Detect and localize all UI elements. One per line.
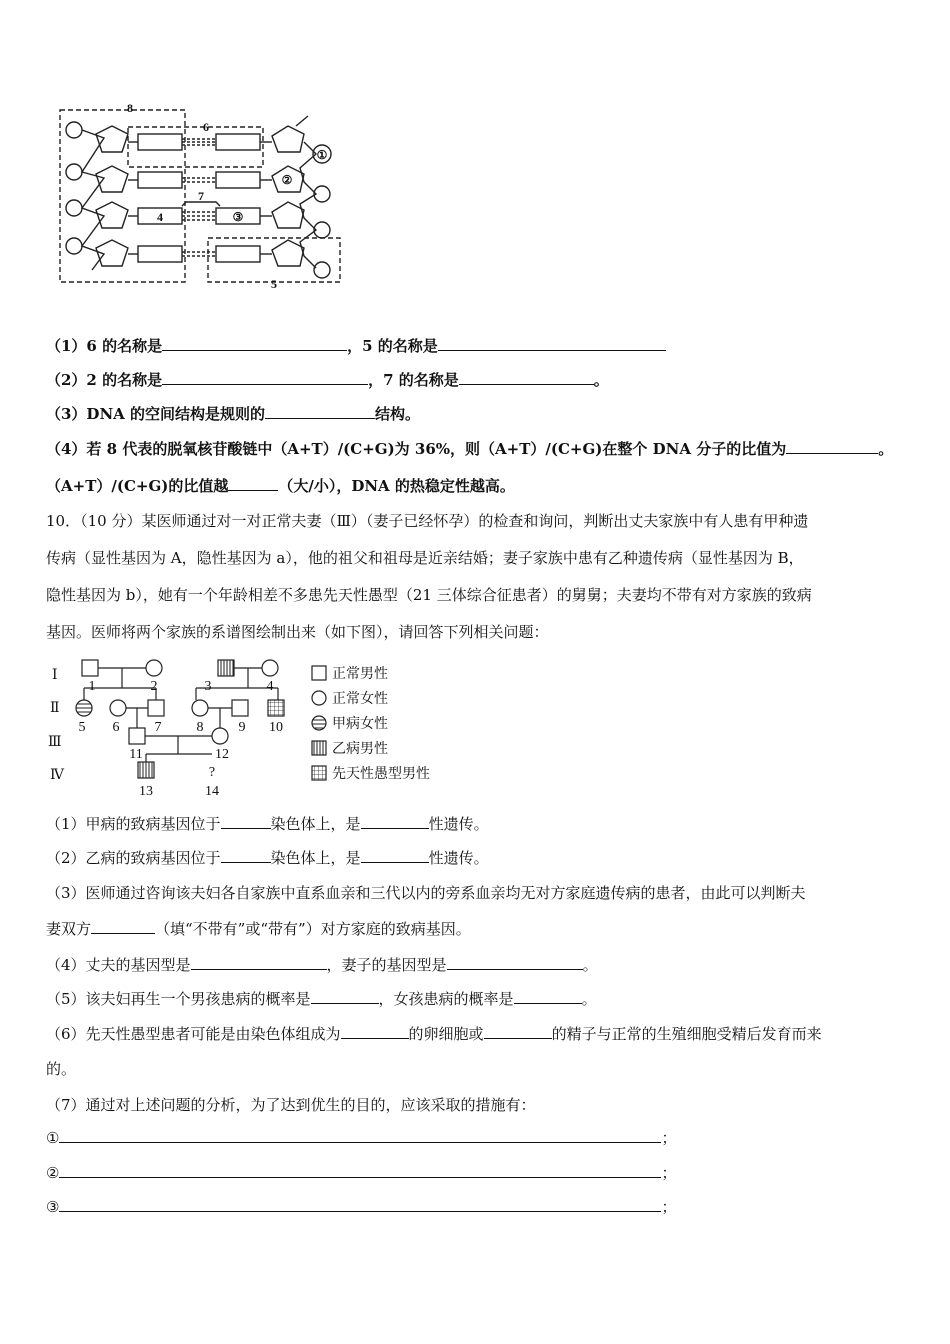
q9-line-1 — [46, 336, 666, 356]
q10-part-2b: 染色体上，是 — [270, 849, 361, 867]
q10-part-3-line-1: （3）医师通过咨询该夫妇各自家族中直系血亲和三代以内的旁系血亲均无对方家庭遗传病的患者，由此可以判断夫 — [46, 884, 806, 902]
generation-I: Ⅰ — [52, 668, 58, 683]
measure-1 — [46, 1128, 676, 1148]
dna-structure-figure — [56, 98, 346, 290]
dna-label-3: ③ — [232, 210, 244, 224]
dna-label-4: 4 — [157, 210, 163, 224]
measure-2-marker: ② — [46, 1164, 60, 1182]
q9-part-4: （4）若 8 代表的脱氧核苷酸链中（A+T）/(C+G)为 36%，则（A+T）/(C+G)在整个 DNA 分子的比值为 — [46, 440, 787, 458]
dna-label-6: 6 — [203, 120, 209, 134]
q10-part-2 — [46, 848, 489, 868]
q10-part-3b: 妻双方 — [46, 920, 92, 938]
q10-part-5c: 。 — [581, 990, 597, 1008]
answer-blank[interactable] — [162, 336, 347, 351]
legend-normal-male: 正常男性 — [332, 667, 388, 682]
individual-number-10: 10 — [269, 720, 283, 735]
individual-3 — [218, 660, 234, 676]
answer-blank[interactable] — [514, 989, 582, 1004]
q9-part-2: （2）2 的名称是 — [46, 371, 163, 389]
legend-normal-female-icon — [312, 691, 326, 705]
q10-part-6b: 的卵细胞或 — [408, 1025, 484, 1043]
individual-number-3: 3 — [204, 679, 212, 694]
q10-part-3c: （填“不带有”或“带有”）对方家庭的致病基因。 — [155, 920, 471, 938]
individual-1 — [82, 660, 98, 676]
dna-label-1: ① — [316, 148, 328, 162]
q9-part-4b: 。 — [878, 440, 894, 458]
measure-2-semicolon: ； — [661, 1164, 677, 1182]
answer-blank[interactable] — [341, 1024, 409, 1039]
answer-blank[interactable] — [221, 814, 271, 829]
answer-blank[interactable] — [438, 336, 666, 351]
dna-label-8: 8 — [127, 101, 133, 115]
individual-8 — [192, 700, 208, 716]
individual-2 — [146, 660, 162, 676]
individual-14-unknown: ? — [208, 765, 216, 780]
dna-label-5: 5 — [271, 277, 277, 290]
individual-9 — [232, 700, 248, 716]
measure-2 — [46, 1163, 676, 1183]
q9-part-1: （1）6 的名称是 — [46, 337, 163, 355]
q9-part-2b: ，7 的名称是 — [368, 371, 459, 389]
q9-part-1b: ，5 的名称是 — [347, 337, 438, 355]
individual-13 — [138, 762, 154, 778]
q10-part-7: （7）通过对上述问题的分析，为了达到优生的目的，应该采取的措施有： — [46, 1096, 536, 1114]
measure-3-marker: ③ — [46, 1198, 60, 1216]
frame-6 — [128, 127, 263, 167]
q9-part-3b: 结构。 — [375, 405, 421, 423]
answer-blank[interactable] — [59, 1163, 661, 1178]
legend-disease-b-male: 乙病男性 — [332, 742, 388, 757]
individual-number-7: 7 — [154, 720, 162, 735]
generation-IV: Ⅳ — [50, 768, 64, 783]
measure-1-marker: ① — [46, 1129, 60, 1147]
q10-intro-3: 隐性基因为 b），她有一个年龄相差不多患先天性愚型（21 三体综合征患者）的舅舅；夫妻均不带有对方家族的致病 — [46, 586, 812, 604]
individual-6 — [110, 700, 126, 716]
answer-blank[interactable] — [265, 404, 375, 419]
legend-normal-female: 正常女性 — [332, 692, 388, 707]
legend-disease-a-female: 甲病女性 — [332, 717, 388, 732]
answer-blank[interactable] — [311, 989, 379, 1004]
answer-blank[interactable] — [221, 848, 271, 863]
q9-part-5: （A+T）/(C+G)的比值越 — [46, 477, 229, 495]
answer-blank[interactable] — [361, 814, 429, 829]
individual-10 — [268, 700, 284, 716]
individual-12 — [212, 728, 228, 744]
q9-line-4 — [46, 439, 893, 459]
measure-3 — [46, 1197, 676, 1217]
individual-number-14: 14 — [205, 784, 219, 799]
individual-7 — [148, 700, 164, 716]
q10-part-4a: （4）丈夫的基因型是 — [46, 956, 191, 974]
q10-part-6a: （6）先天性愚型患者可能是由染色体组成为 — [46, 1025, 341, 1043]
q10-part-4 — [46, 955, 598, 975]
q10-part-6c: 的精子与正常的生殖细胞受精后发育而来 — [551, 1025, 822, 1043]
q9-line-5 — [46, 476, 515, 496]
individual-number-13: 13 — [139, 784, 153, 799]
q10-intro-2: 传病（显性基因为 A，隐性基因为 a），他的祖父和祖母是近亲结婚；妻子家族中患有乙种遗传病（显性基因为 B， — [46, 549, 804, 567]
answer-blank[interactable] — [459, 370, 594, 385]
individual-number-1: 1 — [88, 679, 96, 694]
q9-line-2 — [46, 370, 609, 390]
q10-part-5 — [46, 989, 597, 1009]
q10-part-2a: （2）乙病的致病基因位于 — [46, 849, 221, 867]
q10-part-5a: （5）该夫妇再生一个男孩患病的概率是 — [46, 990, 311, 1008]
individual-4 — [262, 660, 278, 676]
q10-part-1b: 染色体上，是 — [270, 815, 361, 833]
generation-II: Ⅱ — [50, 701, 60, 716]
individual-number-12: 12 — [215, 747, 229, 762]
q10-part-1a: （1）甲病的致病基因位于 — [46, 815, 221, 833]
dna-label-2: ② — [281, 173, 293, 187]
answer-blank[interactable] — [91, 919, 155, 934]
answer-blank[interactable] — [786, 439, 878, 454]
q10-part-4b: ，妻子的基因型是 — [326, 956, 447, 974]
q10-part-6-line-2: 的。 — [46, 1060, 77, 1078]
individual-11 — [129, 728, 145, 744]
individual-number-9: 9 — [238, 720, 246, 735]
q10-part-4c: 。 — [582, 956, 598, 974]
answer-blank[interactable] — [59, 1197, 661, 1212]
answer-blank[interactable] — [162, 370, 368, 385]
legend-down-syndrome-male-icon — [312, 766, 326, 780]
q9-part-2c: 。 — [593, 371, 609, 389]
pedigree-chart — [46, 650, 466, 800]
answer-blank[interactable] — [484, 1024, 552, 1039]
individual-number-6: 6 — [112, 720, 120, 735]
q10-part-6-line-1 — [46, 1024, 822, 1044]
answer-blank[interactable] — [59, 1128, 661, 1143]
frame-5 — [208, 238, 340, 282]
individual-number-5: 5 — [78, 720, 86, 735]
q10-part-5b: ，女孩患病的概率是 — [378, 990, 514, 1008]
answer-blank[interactable] — [361, 848, 429, 863]
dna-label-7: 7 — [198, 189, 204, 203]
answer-blank[interactable] — [447, 955, 583, 970]
individual-5 — [76, 700, 92, 716]
legend-disease-a-female-icon — [312, 716, 326, 730]
individual-number-2: 2 — [150, 679, 158, 694]
measure-1-semicolon: ； — [661, 1129, 677, 1147]
legend-down-syndrome-male: 先天性愚型男性 — [332, 767, 430, 782]
q10-part-2c: 性遗传。 — [428, 849, 489, 867]
individual-number-8: 8 — [196, 720, 204, 735]
measure-3-semicolon: ； — [661, 1198, 677, 1216]
q10-intro-4: 基因。医师将两个家族的系谱图绘制出来（如下图），请回答下列相关问题： — [46, 623, 549, 641]
generation-III: Ⅲ — [48, 735, 62, 750]
individual-number-4: 4 — [266, 679, 274, 694]
q10-intro-1: 10．（10 分）某医师通过对一对正常夫妻（Ⅲ）（妻子已经怀孕）的检查和询问，判断出丈夫家族中有人患有甲种遗 — [46, 512, 809, 530]
q10-part-1 — [46, 814, 489, 834]
q9-part-3: （3）DNA 的空间结构是规则的 — [46, 405, 266, 423]
answer-blank[interactable] — [228, 476, 278, 491]
legend-normal-male-icon — [312, 666, 326, 680]
q10-part-1c: 性遗传。 — [428, 815, 489, 833]
legend-disease-b-male-icon — [312, 741, 326, 755]
q9-part-5b: （大/小），DNA 的热稳定性越高。 — [278, 477, 515, 495]
individual-number-11: 11 — [129, 747, 143, 762]
answer-blank[interactable] — [191, 955, 327, 970]
q9-line-3 — [46, 404, 420, 424]
q10-part-3-line-2 — [46, 919, 471, 939]
